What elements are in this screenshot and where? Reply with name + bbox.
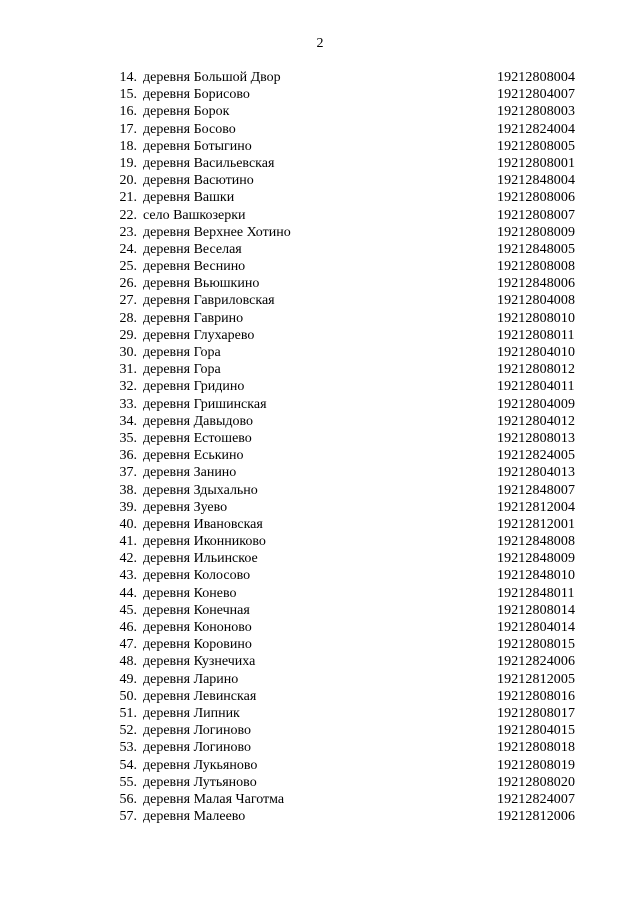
item-number: 24.: [119, 241, 137, 257]
list-item: [0, 241, 640, 258]
oktmo-code: 19212808008: [497, 259, 576, 275]
item-number: 27.: [119, 293, 137, 309]
list-item: [0, 292, 640, 309]
settlement-name: деревня Верхнее Хотино: [143, 224, 291, 240]
list-item: [0, 636, 640, 653]
list-item: [0, 464, 640, 481]
item-number: 49.: [119, 671, 137, 687]
list-item: [0, 361, 640, 378]
oktmo-code: 19212808016: [497, 688, 576, 704]
list-item: [0, 275, 640, 292]
settlement-name: деревня Естошево: [143, 430, 252, 446]
list-item: [0, 189, 640, 206]
item-number: 35.: [119, 430, 137, 446]
oktmo-code: 19212804011: [497, 379, 575, 395]
item-number: 25.: [119, 259, 137, 275]
oktmo-code: 19212812004: [497, 499, 576, 515]
item-number: 50.: [119, 688, 137, 704]
oktmo-code: 19212804014: [497, 620, 576, 635]
list-item: [0, 310, 640, 327]
list-item: [0, 69, 640, 86]
settlement-name: деревня Гаврино: [143, 310, 244, 326]
item-number: 51.: [119, 705, 137, 721]
item-number: 40.: [119, 516, 137, 532]
settlement-name: деревня Ботыгино: [143, 138, 252, 154]
item-number: 37.: [119, 465, 137, 481]
item-number: 41.: [119, 534, 137, 550]
list-item: [0, 757, 640, 774]
settlement-name: деревня Лутьяново: [143, 774, 257, 790]
list-item: [0, 550, 640, 567]
list-item: [0, 619, 640, 636]
settlement-name: деревня Ларино: [143, 671, 239, 687]
item-number: 15.: [119, 87, 137, 103]
item-number: 53.: [119, 740, 137, 756]
oktmo-code: 19212808014: [497, 602, 576, 618]
settlement-name: село Вашкозерки: [143, 207, 246, 223]
list-item: [0, 224, 640, 241]
oktmo-code: 19212848010: [497, 568, 576, 584]
oktmo-code: 19212808013: [497, 430, 576, 446]
oktmo-code: 19212808005: [497, 138, 576, 154]
item-number: 31.: [119, 362, 137, 378]
oktmo-code: 19212808017: [497, 705, 576, 721]
list-item: [0, 499, 640, 516]
list-item: [0, 258, 640, 275]
settlement-name: деревня Логиново: [143, 740, 251, 756]
settlement-name: деревня Зуево: [143, 499, 228, 515]
settlement-name: деревня Кузнечиха: [143, 654, 256, 670]
settlement-name: деревня Конечная: [143, 602, 250, 618]
settlement-name: деревня Ивановская: [143, 516, 263, 532]
oktmo-code: 19212848006: [497, 276, 576, 292]
list-item: [0, 413, 640, 430]
list-item: [0, 121, 640, 138]
item-number: 19.: [119, 155, 137, 171]
list-item: [0, 344, 640, 361]
list-item: [0, 207, 640, 224]
item-number: 52.: [119, 723, 137, 739]
settlement-name: деревня Веселая: [143, 241, 242, 257]
oktmo-code: 19212848005: [497, 241, 576, 257]
item-number: 43.: [119, 568, 137, 584]
settlement-name: деревня Конево: [143, 585, 237, 601]
settlement-name: деревня Гришинская: [143, 396, 267, 412]
list-item: [0, 327, 640, 344]
oktmo-code: 19212808018: [497, 740, 576, 756]
list-item: [0, 396, 640, 413]
list-item: [0, 172, 640, 189]
settlement-name: деревня Глухарево: [143, 327, 255, 343]
item-number: 32.: [119, 379, 137, 395]
settlement-name: деревня Давыдово: [143, 413, 254, 429]
list-item: [0, 688, 640, 705]
settlement-name: деревня Большой Двор: [143, 70, 281, 85]
oktmo-code: 19212804010: [497, 345, 576, 360]
item-number: 28.: [119, 310, 137, 326]
oktmo-code: 19212808007: [497, 207, 576, 223]
settlement-name: деревня Лукьяново: [143, 757, 258, 773]
oktmo-code: 19212804015: [497, 723, 576, 739]
settlement-name: деревня Васютино: [143, 173, 254, 189]
item-number: 54.: [119, 757, 137, 773]
oktmo-code: 19212848004: [497, 173, 576, 189]
item-number: 46.: [119, 620, 137, 635]
page-number: 2: [316, 36, 324, 51]
list-item: [0, 86, 640, 103]
settlement-name: деревня Гридино: [143, 379, 245, 395]
item-number: 23.: [119, 224, 137, 240]
item-number: 39.: [119, 499, 137, 515]
settlement-name: деревня Липник: [143, 705, 240, 721]
list-item: [0, 138, 640, 155]
oktmo-code: 19212812006: [497, 809, 576, 825]
list-item: [0, 705, 640, 722]
settlement-name: деревня Кононово: [143, 620, 252, 635]
oktmo-code: 19212808006: [497, 190, 576, 206]
oktmo-code: 19212804013: [497, 465, 576, 481]
oktmo-code: 19212848011: [497, 585, 575, 601]
oktmo-code: 19212824007: [497, 791, 576, 807]
oktmo-code: 19212808015: [497, 637, 576, 653]
settlement-name: деревня Здыхально: [143, 482, 258, 498]
settlement-name: деревня Веснино: [143, 259, 246, 275]
list-item: [0, 774, 640, 791]
list-item: [0, 791, 640, 808]
oktmo-code: 19212808019: [497, 757, 576, 773]
oktmo-code: 19212808010: [497, 310, 576, 326]
settlement-name: деревня Иконниково: [143, 534, 266, 550]
settlement-name: деревня Борисово: [143, 87, 250, 103]
oktmo-code: 19212808020: [497, 774, 576, 790]
item-number: 44.: [119, 585, 137, 601]
list-item: [0, 585, 640, 602]
settlement-name: деревня Вьюшкино: [143, 276, 260, 292]
list-item: [0, 430, 640, 447]
settlement-name: деревня Борок: [143, 104, 230, 120]
oktmo-code: 19212804007: [497, 87, 576, 103]
list-item: [0, 808, 640, 825]
item-number: 47.: [119, 637, 137, 653]
settlement-name: деревня Малая Чаготма: [143, 791, 285, 807]
settlement-name: деревня Занино: [143, 465, 237, 481]
item-number: 21.: [119, 190, 137, 206]
oktmo-code: 19212812005: [497, 671, 576, 687]
list-item: [0, 671, 640, 688]
oktmo-code: 19212808003: [497, 104, 576, 120]
settlement-name: деревня Левинская: [143, 688, 257, 704]
settlement-name: деревня Малеево: [143, 809, 246, 825]
settlement-name: деревня Гавриловская: [143, 293, 275, 309]
item-number: 22.: [119, 207, 137, 223]
item-number: 26.: [119, 276, 137, 292]
settlement-name: деревня Васильевская: [143, 155, 275, 171]
settlement-list: [0, 69, 640, 825]
item-number: 20.: [119, 173, 137, 189]
item-number: 42.: [119, 551, 137, 567]
oktmo-code: 19212824006: [497, 654, 576, 670]
item-number: 56.: [119, 791, 137, 807]
list-item: [0, 516, 640, 533]
oktmo-code: 19212848009: [497, 551, 576, 567]
settlement-name: деревня Вашки: [143, 190, 235, 206]
list-item: [0, 533, 640, 550]
oktmo-code: 19212808001: [497, 155, 576, 171]
list-item: [0, 722, 640, 739]
list-item: [0, 378, 640, 395]
list-item: [0, 567, 640, 584]
list-item: [0, 155, 640, 172]
item-number: 17.: [119, 121, 137, 137]
list-item: [0, 103, 640, 120]
oktmo-code: 19212804008: [497, 293, 576, 309]
item-number: 48.: [119, 654, 137, 670]
oktmo-code: 19212812001: [497, 516, 576, 532]
oktmo-code: 19212808009: [497, 224, 576, 240]
item-number: 57.: [119, 809, 137, 825]
item-number: 38.: [119, 482, 137, 498]
item-number: 55.: [119, 774, 137, 790]
settlement-name: деревня Логиново: [143, 723, 251, 739]
oktmo-code: 19212804009: [497, 396, 576, 412]
settlement-name: деревня Колосово: [143, 568, 251, 584]
settlement-name: деревня Гора: [143, 345, 221, 360]
oktmo-code: 19212824004: [497, 121, 576, 137]
settlement-name: деревня Коровино: [143, 637, 252, 653]
item-number: 29.: [119, 327, 137, 343]
item-number: 33.: [119, 396, 137, 412]
settlement-name: деревня Гора: [143, 362, 221, 378]
oktmo-code: 19212848008: [497, 534, 576, 550]
settlement-name: деревня Ильинское: [143, 551, 258, 567]
item-number: 36.: [119, 448, 137, 464]
oktmo-code: 19212808004: [497, 70, 576, 85]
item-number: 16.: [119, 104, 137, 120]
oktmo-code: 19212808011: [497, 327, 575, 343]
list-item: [0, 447, 640, 464]
item-number: 45.: [119, 602, 137, 618]
settlement-name: деревня Еськино: [143, 448, 244, 464]
list-item: [0, 602, 640, 619]
item-number: 30.: [119, 345, 137, 360]
item-number: 34.: [119, 413, 137, 429]
list-item: [0, 653, 640, 670]
list-item: [0, 739, 640, 756]
item-number: 18.: [119, 138, 137, 154]
settlement-name: деревня Босово: [143, 121, 236, 137]
list-item: [0, 482, 640, 499]
item-number: 14.: [119, 70, 137, 85]
oktmo-code: 19212848007: [497, 482, 576, 498]
oktmo-code: 19212804012: [497, 413, 576, 429]
oktmo-code: 19212808012: [497, 362, 576, 378]
oktmo-code: 19212824005: [497, 448, 576, 464]
